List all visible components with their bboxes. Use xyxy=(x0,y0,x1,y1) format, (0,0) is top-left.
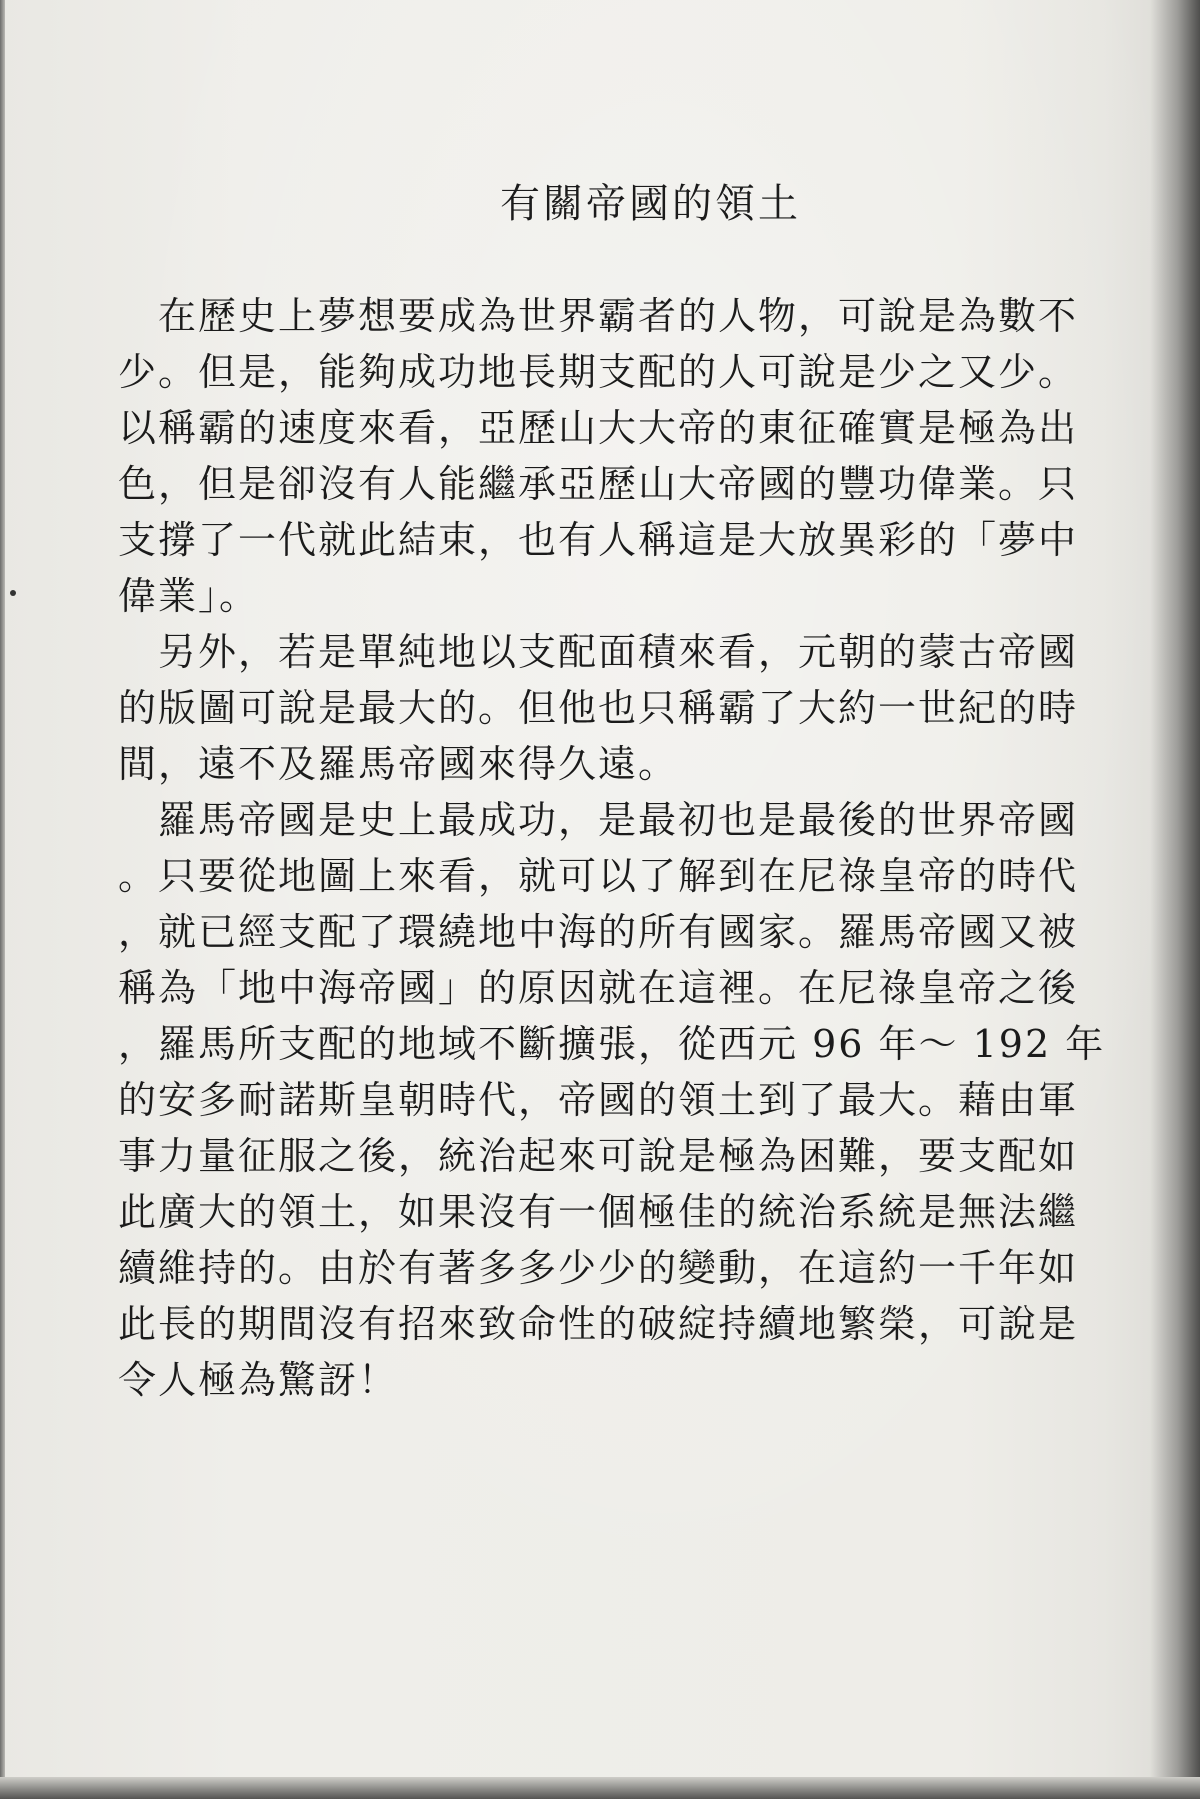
text-line: 另外，若是單純地以支配面積來看，元朝的蒙古帝國 xyxy=(118,630,1079,674)
text-line: 羅馬帝國是史上最成功，是最初也是最後的世界帝國 xyxy=(118,798,1079,842)
text-line: 在歷史上夢想要成為世界霸者的人物，可說是為數不 xyxy=(118,294,1079,338)
text-line: 支撐了一代就此結束，也有人稱這是大放異彩的「夢中 xyxy=(118,518,1079,562)
text-line: 續維持的。由於有著多多少少的變動，在這約一千年如 xyxy=(118,1246,1079,1290)
text-line: 的版圖可說是最大的。但他也只稱霸了大約一世紀的時 xyxy=(118,686,1079,730)
page-title: 有關帝國的領土 xyxy=(500,181,801,227)
text-line: 少。但是，能夠成功地長期支配的人可說是少之又少。 xyxy=(118,350,1079,394)
body-text xyxy=(118,288,1148,1408)
page-binding-edge xyxy=(0,0,5,1799)
text-line: 事力量征服之後，統治起來可說是極為困難，要支配如 xyxy=(118,1134,1079,1178)
text-line: 色，但是卻沒有人能繼承亞歷山大帝國的豐功偉業。只 xyxy=(118,462,1079,506)
text-line: ，就已經支配了環繞地中海的所有國家。羅馬帝國又被 xyxy=(118,910,1079,954)
text-line: 令人極為驚訝！ xyxy=(118,1358,399,1402)
text-line: 此長的期間沒有招來致命性的破綻持續地繁榮，可說是 xyxy=(118,1302,1079,1346)
text-line: 偉業」。 xyxy=(118,574,260,618)
text-line: 以稱霸的速度來看，亞歷山大大帝的東征確實是極為出 xyxy=(118,406,1079,450)
text-line: 稱為「地中海帝國」的原因就在這裡。在尼祿皇帝之後 xyxy=(118,966,1079,1010)
text-line: 。只要從地圖上來看，就可以了解到在尼祿皇帝的時代 xyxy=(118,854,1079,898)
page-gutter-shadow xyxy=(1150,0,1200,1799)
text-line: 間，遠不及羅馬帝國來得久遠。 xyxy=(118,742,679,786)
text-line: 此廣大的領土，如果沒有一個極佳的統治系統是無法繼 xyxy=(118,1190,1079,1234)
text-line: 的安多耐諾斯皇朝時代，帝國的領土到了最大。藉由軍 xyxy=(118,1078,1079,1122)
text-line: ，羅馬所支配的地域不斷擴張，從西元 96 年～ 192 年 xyxy=(118,1022,1106,1066)
page-bottom-edge xyxy=(0,1777,1200,1799)
scan-speck xyxy=(10,590,16,596)
